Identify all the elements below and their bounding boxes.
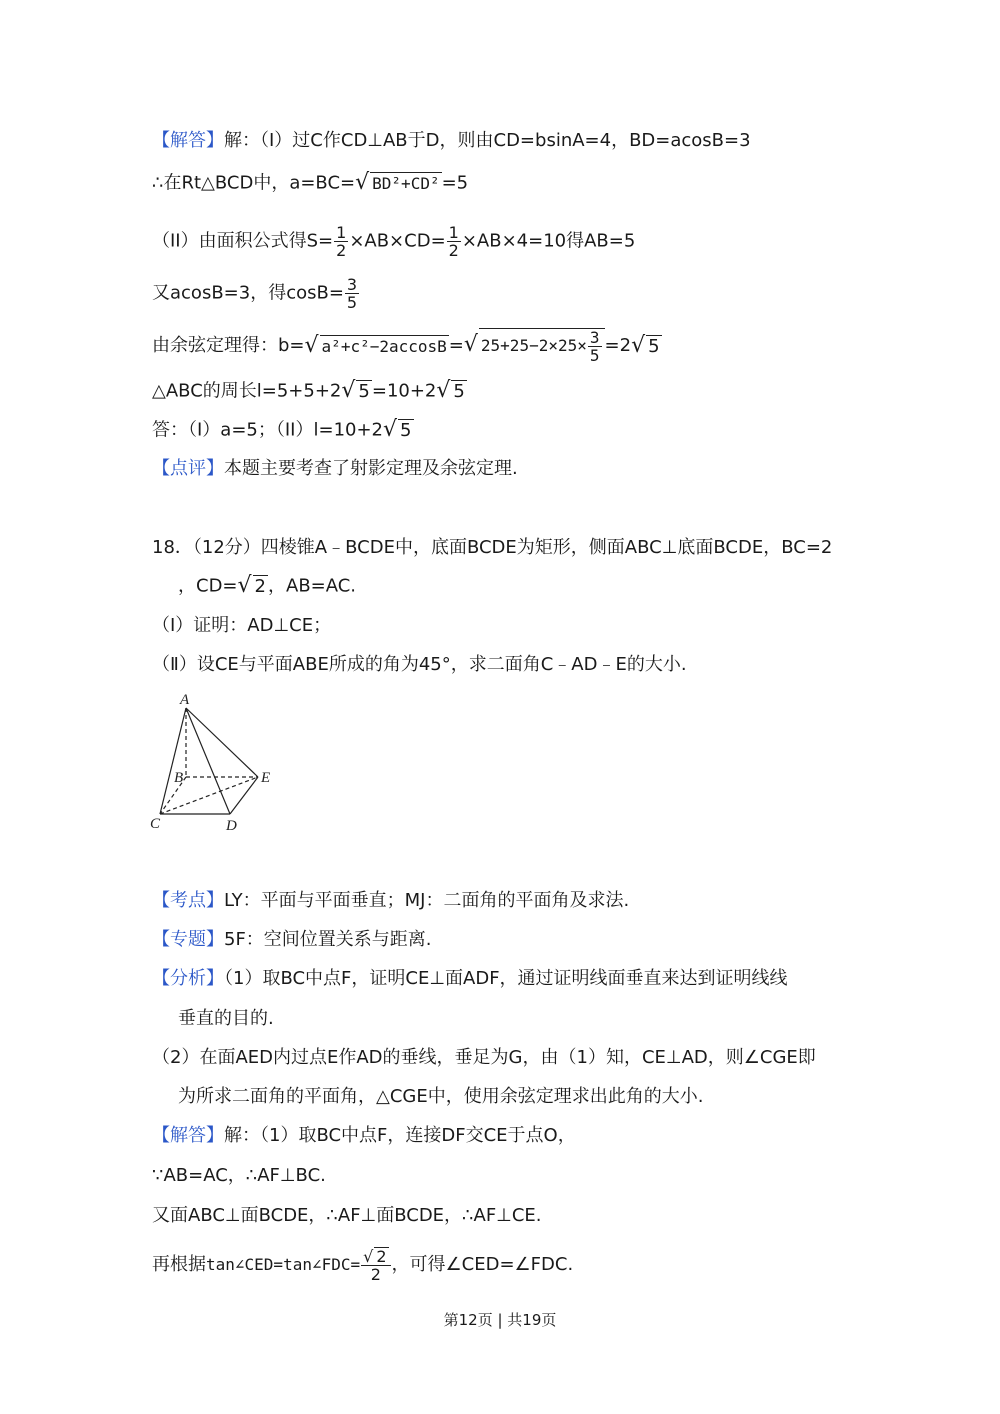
edge-AC bbox=[160, 708, 186, 814]
answer-2-line-3: 又面ABC⊥面BCDE，∴AF⊥面BCDE，∴AF⊥CE. bbox=[152, 1205, 542, 1226]
edge-AE bbox=[186, 708, 258, 777]
fraction: $\frac{1}{2}$ bbox=[336, 223, 347, 260]
pyramid-figure bbox=[148, 690, 288, 835]
sqrt-expression: √ 25+25−2×25× $\frac{3}{5}$ bbox=[464, 328, 605, 364]
answer-tag: 【解答】 bbox=[152, 130, 224, 151]
question-18-line-2: ，CD=√ 2 ，AB=AC. bbox=[178, 573, 357, 598]
label-D: D bbox=[226, 818, 237, 834]
analysis-line-4: 为所求二面角的平面角，△CGE中，使用余弦定理求出此角的大小. bbox=[178, 1086, 704, 1107]
question-18-part-1: （Ⅰ）证明：AD⊥CE； bbox=[152, 615, 332, 636]
sqrt-expression: √ BD²+CD² bbox=[355, 170, 440, 195]
answer-2-line-1: 【解答】解：（1）取BC中点F，连接DF交CE于点O， bbox=[152, 1125, 576, 1146]
answer-1-line-6: △ABC的周长l=5+5+2√ 5 =10+2√ 5 bbox=[152, 378, 465, 403]
comment-line: 【点评】本题主要考查了射影定理及余弦定理. bbox=[152, 458, 518, 479]
answer-2-line-4: 再根据tan∠CED=tan∠FDC= $\frac{√ 2}{2}$ ，可得∠CED=∠FDC. bbox=[152, 1247, 574, 1284]
edge-DE bbox=[230, 777, 258, 814]
sqrt-expression: √ a²+c²−2accosB bbox=[304, 332, 447, 358]
answer-1-line-7: 答：（I）a=5；（II）l=10+2√ 5 bbox=[152, 417, 412, 442]
comment-tag: 【点评】 bbox=[152, 458, 224, 479]
answer-1-line-4: 又acosB=3，得cosB= $\frac{3}{5}$ bbox=[152, 275, 358, 312]
topic-line: 【专题】5F：空间位置关系与距离. bbox=[152, 929, 432, 950]
fraction: $\frac{3}{5}$ bbox=[346, 275, 358, 312]
answer-1-line-2: ∴在Rt△BCD中，a=BC=√ BD²+CD² =5 bbox=[152, 170, 469, 195]
answer-1-line-3: （II）由面积公式得S= $\frac{1}{2}$ ×AB×CD= $\frac{1}{2}$ ×AB×4=10得AB=5 bbox=[152, 223, 636, 260]
label-B: B bbox=[174, 770, 184, 786]
edge-AD bbox=[186, 708, 230, 814]
answer-1-line-1: 【解答】解：（I）过C作CD⊥AB于D，则由CD=bsinA=4，BD=acosB=3 bbox=[152, 130, 751, 151]
answer-1-line-5: 由余弦定理得：b=√ a²+c²−2accosB =√ 25+25−2×25× $\frac{3}{5}$ =2√ 5 bbox=[152, 328, 660, 365]
question-18-line-1: 18．（12分）四棱锥A﹣BCDE中，底面BCDE为矩形，侧面ABC⊥底面BCDE，BC=2 bbox=[152, 537, 833, 558]
analysis-line-2: 垂直的目的. bbox=[178, 1008, 274, 1029]
key-point-line: 【考点】LY：平面与平面垂直；MJ：二面角的平面角及求法. bbox=[152, 890, 630, 911]
label-C: C bbox=[150, 816, 161, 832]
answer-2-line-2: ∵AB=AC，∴AF⊥BC. bbox=[152, 1165, 326, 1186]
page-footer: 第12页 | 共19页 bbox=[443, 1311, 557, 1329]
label-E: E bbox=[261, 770, 271, 786]
analysis-line-1: 【分析】（1）取BC中点F，证明CE⊥面ADF，通过证明线面垂直来达到证明线线 bbox=[152, 968, 788, 989]
question-18-part-2: （Ⅱ）设CE与平面ABE所成的角为45°，求二面角C﹣AD﹣E的大小. bbox=[152, 654, 687, 675]
analysis-line-3: （2）在面AED内过点E作AD的垂线，垂足为G，由（1）知，CE⊥AD，则∠CGE即 bbox=[152, 1047, 816, 1068]
label-A: A bbox=[180, 692, 190, 708]
fraction: $\frac{1}{2}$ bbox=[448, 223, 459, 260]
